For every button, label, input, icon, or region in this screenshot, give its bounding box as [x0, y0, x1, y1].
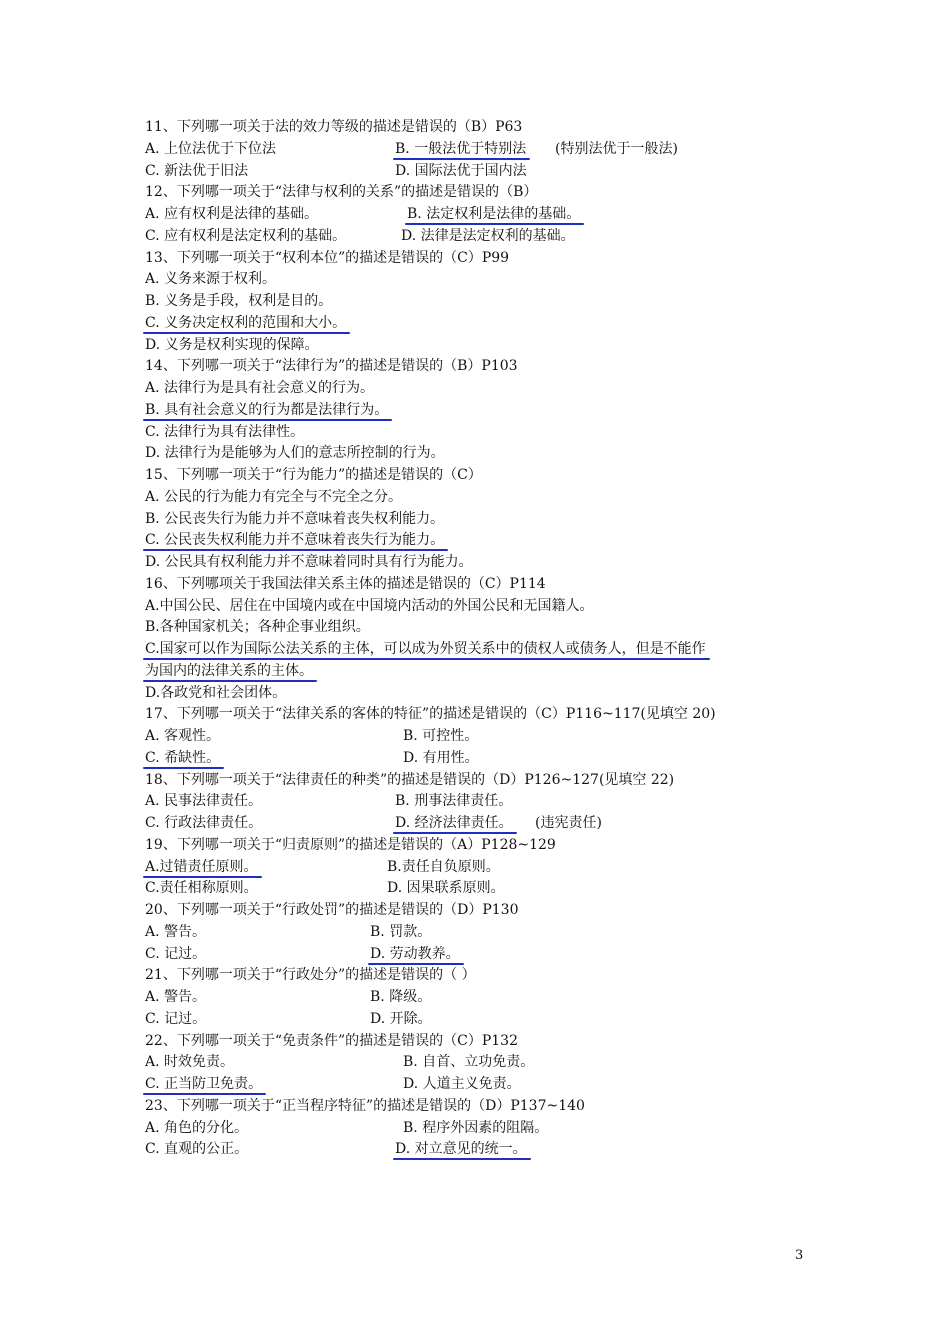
text-segment: 13、下列哪一项关于“权利本位”的描述是错误的（C）P99	[145, 249, 510, 266]
underlined-answer: D. 对立意见的统一。	[395, 1139, 527, 1160]
text-segment: 20、下列哪一项关于“行政处罚”的描述是错误的（D）P130	[145, 902, 519, 918]
text-segment: C. 记过。	[145, 1010, 207, 1027]
text-line	[145, 661, 825, 682]
text-line	[145, 378, 825, 399]
text-segment: B. 降级。	[370, 989, 432, 1005]
text-segment: C. 应有权利是法定权利的基础。	[145, 227, 347, 244]
text-line	[145, 748, 825, 769]
text-segment: B.各种国家机关；各种企事业组织。	[145, 619, 370, 636]
underlined-answer: C.国家可以作为国际公法关系的主体，可以成为外贸关系中的债权人或债务人，但是不能作	[145, 639, 706, 660]
text-line	[145, 639, 825, 660]
text-segment: A. 法律行为是具有社会意义的行为。	[145, 380, 375, 396]
text-line	[145, 1074, 825, 1095]
text-line	[145, 900, 825, 921]
text-line	[145, 944, 825, 965]
underlined-answer: D. 劳动教养。	[370, 944, 460, 965]
text-segment: B. 程序外因素的阻隔。	[403, 1119, 549, 1136]
text-line	[145, 443, 825, 464]
text-line	[145, 791, 825, 812]
text-segment: D. 义务是权利实现的保障。	[145, 336, 319, 353]
text-segment: D. 公民具有权利能力并不意味着同时具有行为能力。	[145, 554, 473, 570]
text-segment: 12、下列哪一项关于“法律与权利的关系”的描述是错误的（B）	[145, 184, 538, 201]
text-segment: A. 公民的行为能力有完全与不完全之分。	[145, 488, 403, 505]
text-line	[145, 1009, 825, 1030]
text-segment: (特别法优于一般法)	[555, 140, 678, 157]
text-line	[145, 965, 825, 986]
text-segment: D. 法律是法定权利的基础。	[401, 227, 575, 244]
text-line	[145, 552, 825, 573]
text-line	[145, 248, 825, 269]
text-line	[145, 487, 825, 508]
text-segment: A. 民事法律责任。	[145, 793, 263, 810]
text-segment: 23、下列哪一项关于“正当程序特征”的描述是错误的（D）P137~140	[145, 1097, 585, 1114]
text-segment: A. 警告。	[145, 989, 207, 1005]
text-line	[145, 726, 825, 747]
text-line	[145, 617, 825, 638]
text-segment: 17、下列哪一项关于“法律关系的客体的特征”的描述是错误的（C）P116~117(见填空 20)	[145, 706, 716, 723]
text-line	[145, 1118, 825, 1139]
text-segment: 15、下列哪一项关于“行为能力”的描述是错误的（C）	[145, 467, 482, 483]
text-line	[145, 509, 825, 530]
underlined-answer: C. 正当防卫免责。	[145, 1074, 262, 1095]
text-line	[145, 596, 825, 617]
text-segment: B. 罚款。	[370, 923, 432, 940]
text-line	[145, 1096, 825, 1117]
text-line	[145, 987, 825, 1008]
text-segment: A. 上位法优于下位法	[145, 140, 277, 157]
text-segment: C. 新法优于旧法	[145, 162, 249, 179]
text-line	[145, 683, 825, 704]
text-line	[145, 291, 825, 312]
text-line	[145, 857, 825, 878]
text-segment: C. 法律行为具有法律性。	[145, 423, 305, 440]
underlined-answer: B. 法定权利是法律的基础。	[407, 204, 580, 225]
text-line	[145, 922, 825, 943]
text-segment: D. 人道主义免责。	[403, 1076, 521, 1092]
text-line	[145, 835, 825, 856]
text-segment: 19、下列哪一项关于“归责原则”的描述是错误的（A）P128~129	[145, 836, 556, 853]
underlined-answer: C. 义务决定权利的范围和大小。	[145, 313, 346, 334]
text-line	[145, 422, 825, 443]
text-line	[145, 204, 825, 225]
text-segment: D.各政党和社会团体。	[145, 684, 287, 701]
text-segment: 18、下列哪一项关于“法律责任的种类”的描述是错误的（D）P126~127(见填空 22)	[145, 771, 675, 788]
text-segment: A. 应有权利是法律的基础。	[145, 206, 319, 222]
text-segment: C.责任相称原则。	[145, 880, 258, 897]
text-segment: A. 客观性。	[145, 728, 221, 744]
text-segment: B. 刑事法律责任。	[395, 793, 513, 810]
text-segment: C. 记过。	[145, 945, 207, 962]
text-segment: 21、下列哪一项关于“行政处分”的描述是错误的（ ）	[145, 967, 476, 984]
text-line	[145, 813, 825, 834]
text-line	[145, 1139, 825, 1160]
text-line	[145, 574, 825, 595]
text-line	[145, 335, 825, 356]
text-segment: B. 自首、立功免责。	[403, 1054, 535, 1071]
text-line	[145, 161, 825, 182]
text-segment: D. 有用性。	[403, 749, 479, 766]
text-segment: A. 义务来源于权利。	[145, 271, 277, 288]
underlined-answer: C. 希缺性。	[145, 748, 220, 769]
text-segment: 14、下列哪一项关于“法律行为”的描述是错误的（B）P103	[145, 358, 518, 375]
underlined-answer: C. 公民丧失权利能力并不意味着丧失行为能力。	[145, 530, 444, 551]
text-line	[145, 530, 825, 551]
text-segment: A. 角色的分化。	[145, 1119, 249, 1136]
underlined-answer: B. 一般法优于特别法	[395, 139, 526, 160]
text-segment: D. 因果联系原则。	[387, 880, 505, 897]
text-segment: B. 可控性。	[403, 728, 479, 744]
text-line	[145, 704, 825, 725]
text-line	[145, 878, 825, 899]
text-line	[145, 182, 825, 203]
text-line	[145, 117, 825, 138]
text-line	[145, 226, 825, 247]
text-segment: B. 义务是手段，权利是目的。	[145, 293, 333, 309]
text-segment: 11、下列哪一项关于法的效力等级的描述是错误的（B）P63	[145, 119, 523, 135]
text-line	[145, 356, 825, 377]
text-line	[145, 770, 825, 791]
text-line	[145, 139, 825, 160]
text-segment: D. 法律行为是能够为人们的意志所控制的行为。	[145, 445, 445, 462]
underlined-answer: A.过错责任原则。	[145, 857, 258, 878]
text-segment: D. 开除。	[370, 1010, 432, 1027]
underlined-answer: B. 具有社会意义的行为都是法律行为。	[145, 400, 388, 421]
text-line	[145, 1031, 825, 1052]
text-segment: B. 公民丧失行为能力并不意味着丧失权利能力。	[145, 510, 445, 527]
text-segment: D. 国际法优于国内法	[395, 162, 527, 179]
text-segment: 16、下列哪项关于我国法律关系主体的描述是错误的（C）P114	[145, 575, 546, 592]
text-segment: A. 警告。	[145, 923, 207, 940]
text-line	[145, 465, 825, 486]
underlined-answer: 为国内的法律关系的主体。	[145, 661, 313, 682]
text-segment: C. 直观的公正。	[145, 1141, 249, 1158]
text-line	[145, 1052, 825, 1073]
text-segment: B.责任自负原则。	[387, 858, 500, 875]
underlined-answer: D. 经济法律责任。	[395, 813, 513, 834]
text-line	[145, 400, 825, 421]
text-line	[145, 269, 825, 290]
text-segment: (违宪责任)	[535, 815, 602, 831]
text-segment: C. 行政法律责任。	[145, 815, 263, 831]
text-segment: A.中国公民、居住在中国境内或在中国境内活动的外国公民和无国籍人。	[145, 597, 594, 614]
text-segment: 22、下列哪一项关于“免责条件”的描述是错误的（C）P132	[145, 1032, 518, 1049]
text-line	[145, 313, 825, 334]
text-segment: A. 时效免责。	[145, 1054, 235, 1071]
page-number: 3	[795, 1248, 804, 1263]
